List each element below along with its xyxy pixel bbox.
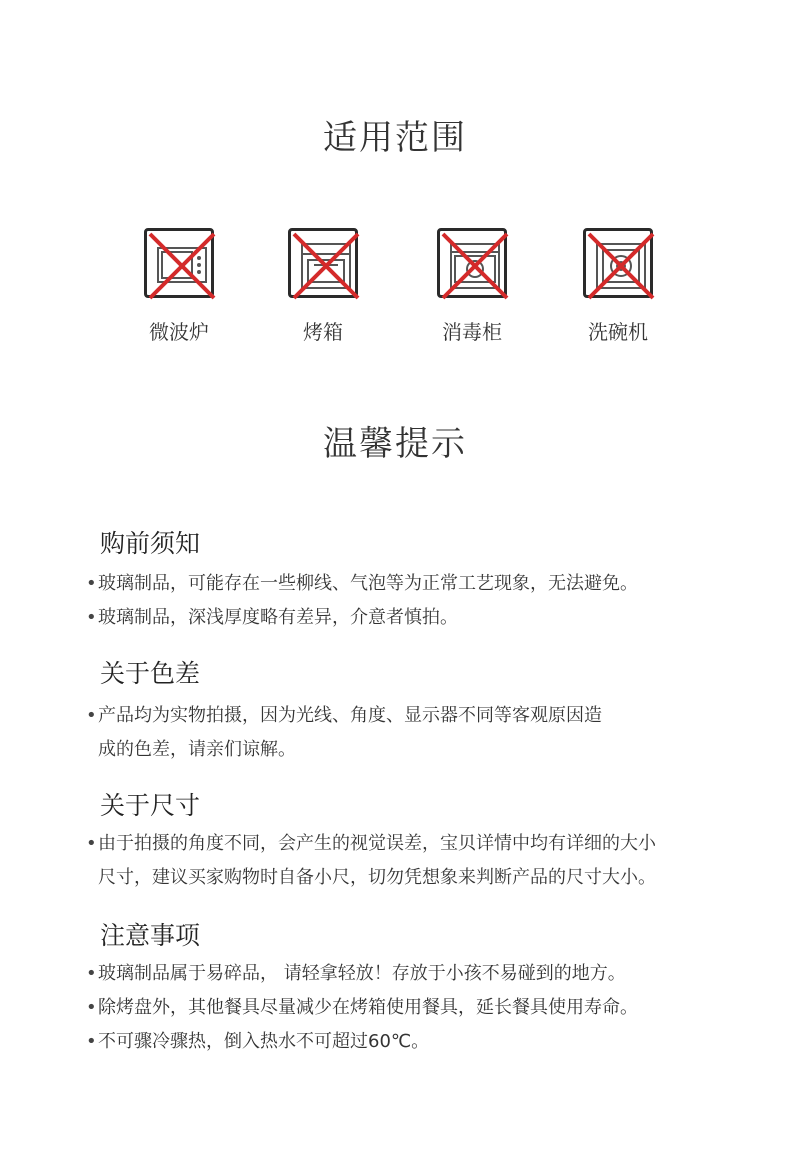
section-line: 除烤盘外，其他餐具尽量减少在烤箱使用餐具，延长餐具使用寿命。 [98,997,638,1018]
bullet-dot: • [86,997,97,1018]
section-line: 玻璃制品属于易碎品， 请轻拿轻放！存放于小孩不易碰到的地方。 [98,963,626,984]
dishwasher-icon [583,228,653,298]
appliance-oven [268,228,378,345]
bullet-dot: • [86,607,97,628]
section-line: 不可骤冷骤热，倒入热水不可超过60℃。 [98,1031,430,1052]
appliance-dishwasher [563,228,673,345]
appliance-label: 微波炉 [149,320,209,344]
sterilizer-icon [437,228,507,298]
section-line: 玻璃制品，深浅厚度略有差异，介意者慎拍。 [98,607,458,628]
section-line: 成的色差，请亲们谅解。 [98,739,296,760]
section-heading: 购前须知 [100,529,201,558]
bullet-dot: • [86,705,97,726]
appliance-sterilizer [417,228,527,345]
section-line: 玻璃制品，可能存在一些柳线、气泡等为正常工艺现象，无法避免。 [98,573,638,594]
bullet-dot: • [86,963,97,984]
microwave-icon [144,228,214,298]
oven-icon [288,228,358,298]
appliance-microwave [124,228,234,345]
section-heading: 注意事项 [100,921,201,950]
bullet-dot: • [86,1031,97,1052]
appliance-label: 消毒柜 [442,320,502,344]
tips-title: 温馨提示 [323,424,467,464]
scope-title: 适用范围 [323,118,467,158]
section-line: 尺寸，建议买家购物时自备小尺，切勿凭想象来判断产品的尺寸大小。 [98,867,656,888]
appliance-list [0,228,790,358]
bullet-dot: • [86,833,97,854]
section-line: 由于拍摄的角度不同，会产生的视觉误差，宝贝详情中均有详细的大小 [98,833,656,854]
appliance-label: 烤箱 [303,320,343,344]
appliance-label: 洗碗机 [588,320,648,344]
section-line: 产品均为实物拍摄，因为光线、角度、显示器不同等客观原因造 [98,705,602,726]
section-heading: 关于色差 [100,659,201,688]
bullet-dot: • [86,573,97,594]
section-heading: 关于尺寸 [100,791,201,820]
